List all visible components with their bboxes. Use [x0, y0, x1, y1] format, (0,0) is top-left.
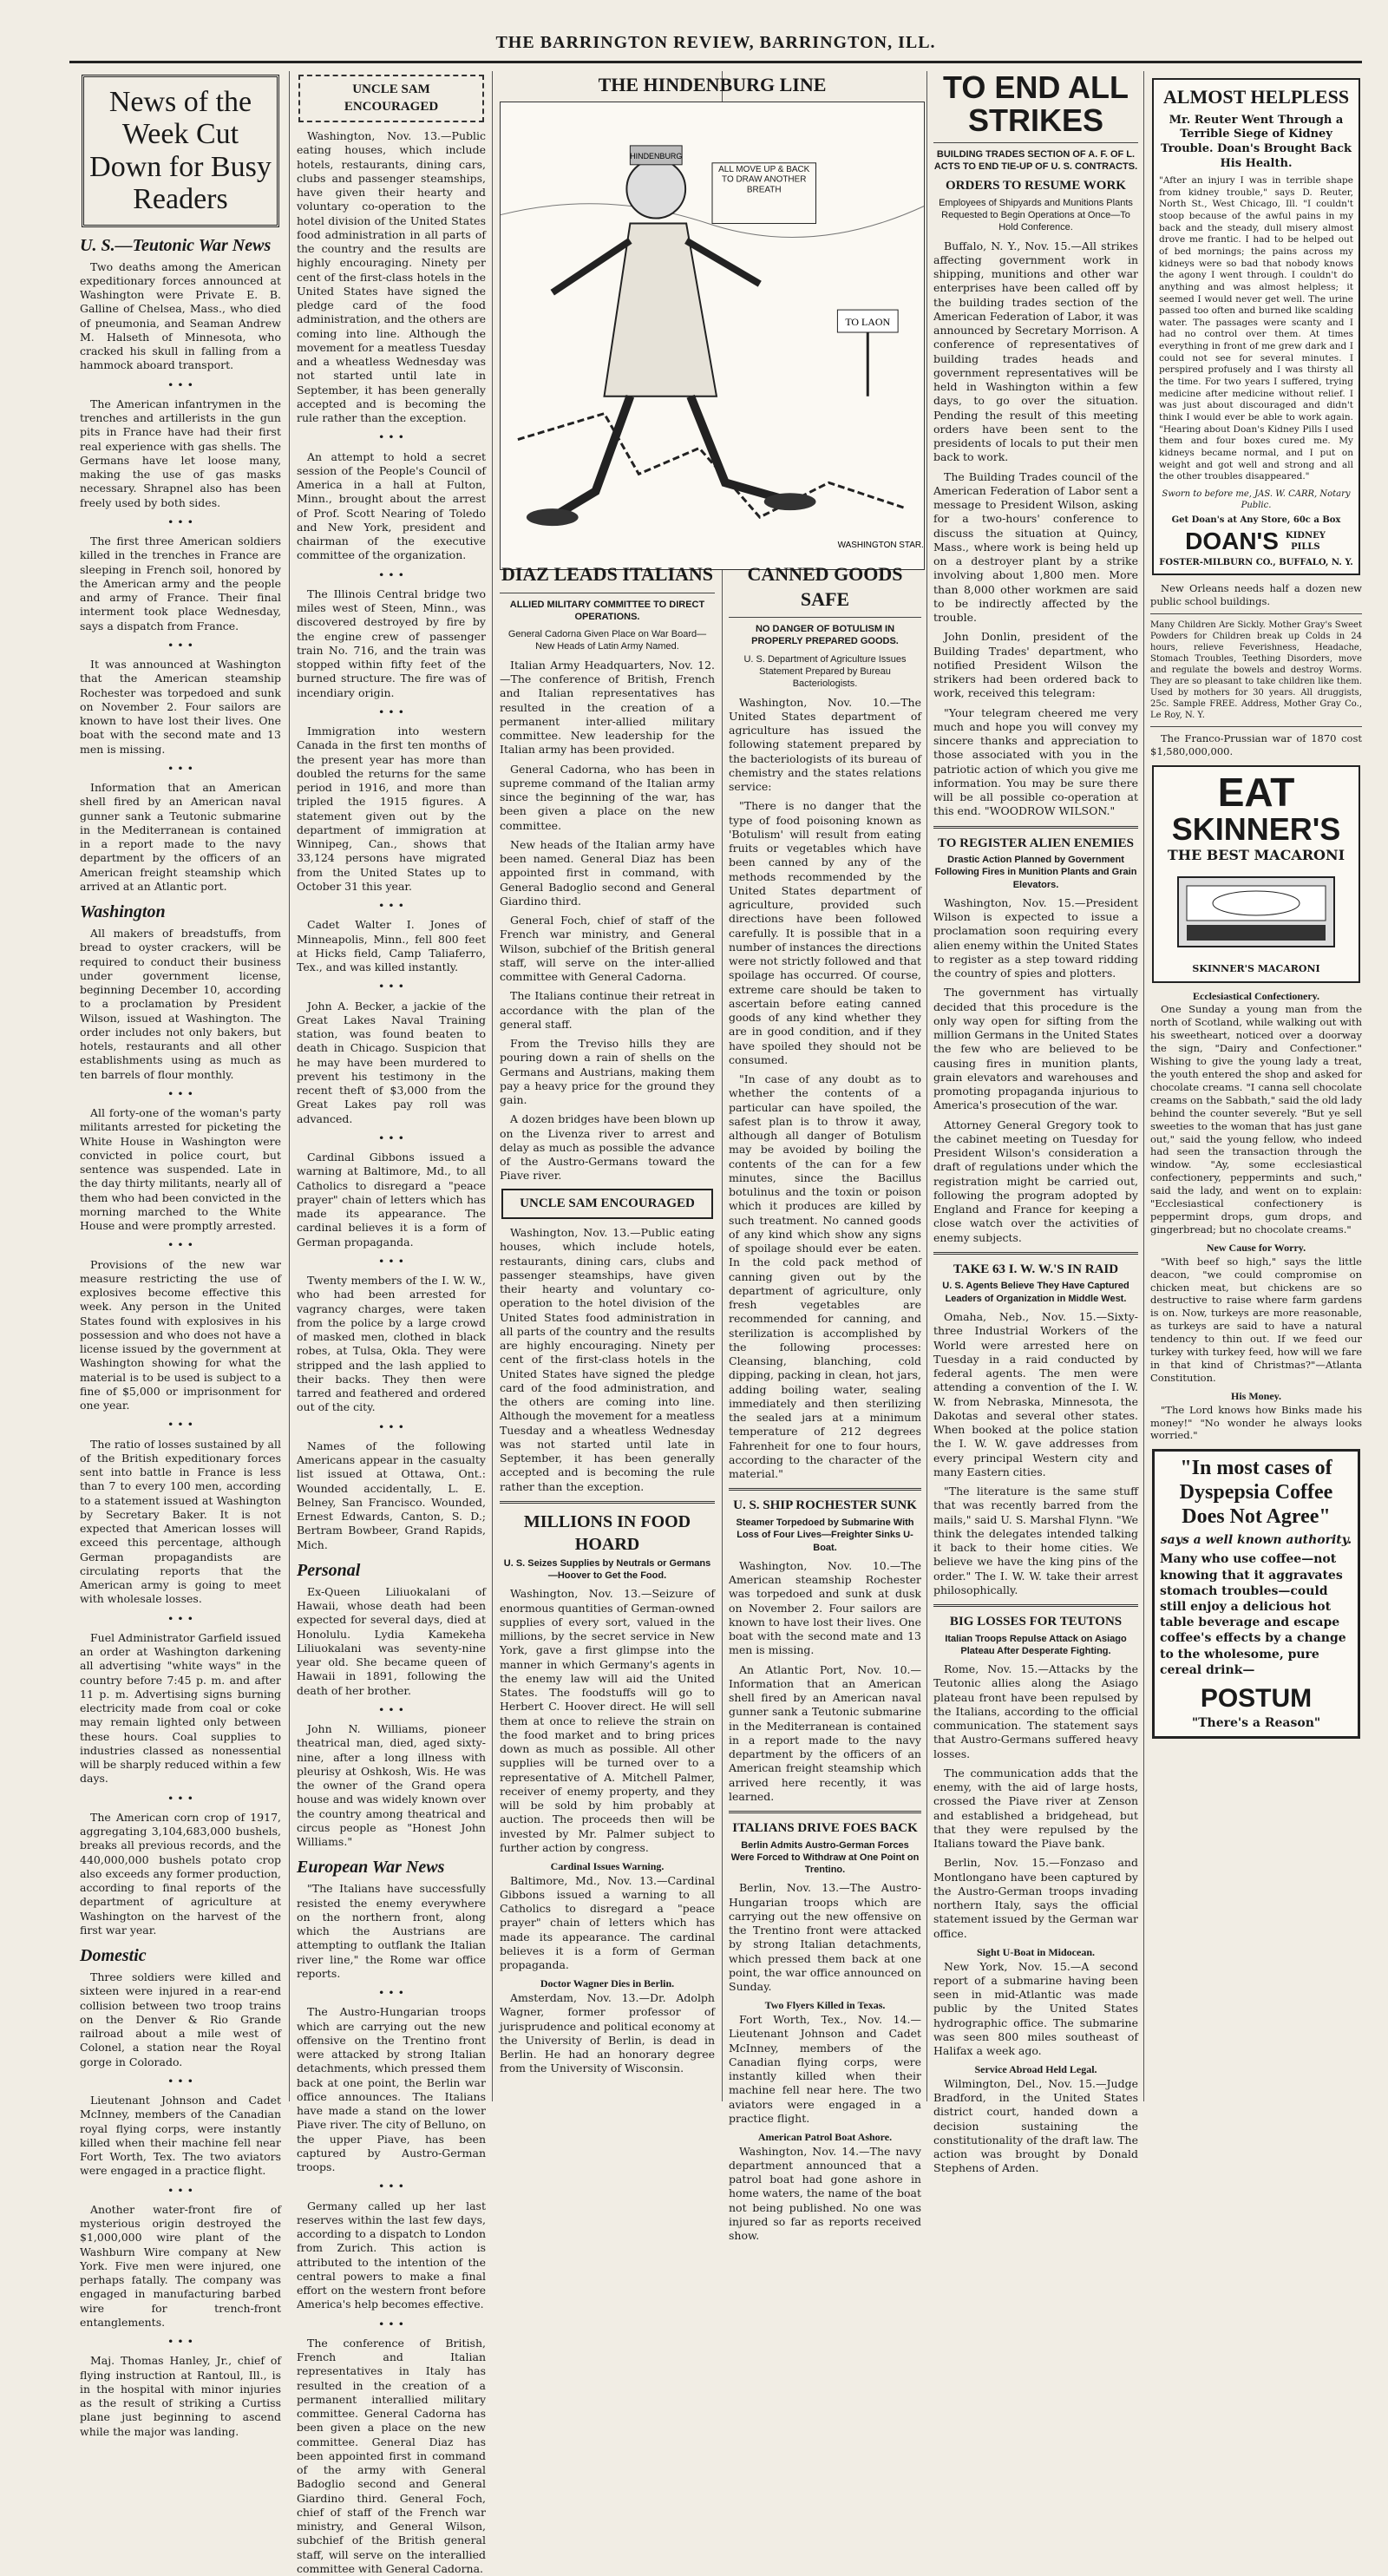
article-paragraph: John N. Williams, pioneer theatrical man, died, aged sixty-nine, after a long illness with pleurisy at Oshkosh, Wis. He was the owner of the Grand opera house and was widely known over the country among theatrical and circus people as "Honest John Williams.": [297, 1722, 486, 1848]
ad-maker: FOSTER-MILBURN CO., BUFFALO, N. Y.: [1159, 558, 1353, 568]
ad-brand: DOAN'S: [1185, 527, 1279, 554]
headline-italians-drive: ITALIANS DRIVE FOES BACK: [732, 1821, 918, 1836]
headline-small: Two Flyers Killed in Texas.: [764, 1999, 886, 2012]
headline-small: Sight U-Boat in Midocean.: [976, 1945, 1095, 1958]
headline-small: Doctor Wagner Dies in Berlin.: [540, 1977, 675, 1990]
column-rule: [289, 71, 290, 2101]
rule: [500, 1501, 715, 1504]
article-paragraph: The Austro-Hungarian troops which are carrying out the new offensive on the Trentino front were attacked by strong Italian detachments, which pressed them back at one point, the Berlin war office announces. The Italians have made a stand on the lower Piave river. The city of Belluno, on the upper Piave, has been captured by Austro-German troops.: [297, 2005, 486, 2173]
rule: [933, 1604, 1138, 1607]
article-paragraph: The government has virtually decided that this procedure is the only way open for sifting from the million Germans in the United States the few who are believed to be causing fires in munition plants, grain elevators and warehouses and promoting propaganda injurious to America's prosecution of the war.: [933, 986, 1138, 1112]
article-paragraph: New heads of the Italian army have been named. General Diaz has been appointed first in command, with General Badoglio second and General Giardino third.: [500, 837, 715, 908]
column-5: [933, 69, 1138, 2175]
article-paragraph: Names of the following Americans appear in the casualty list issued at Ottawa, Ont.: Wounded accidentally, L. E. Belney, San Francisco. Wounded, Ernest Edwards, Canton, S. D.; Bertram Bowbeer, Grand Rapids, Mich.: [297, 1439, 486, 1551]
article-paragraph: Maj. Thomas Hanley, Jr., chief of flying instruction at Rantoul, Ill., is in the hospital with minor injuries as the result of striking a Curtiss plane just beginning to ascend while the major was landing.: [80, 2354, 281, 2438]
article-paragraph: Washington, Nov. 13.—Seizure of enormous quantities of German-owned supplies of every sort, valued in the millions, by the secret service in New York, gave a first glimpse into the manner in which Germany's agents in the enemy law will aid the United States. The foodstuffs will go to Herbert C. Hoover direct. He will sell them at once to relieve the strain on the food market and to bring prices down as much as possible. All other supplies will be turned over to a representative of A. Mitchell Palmer, receiver of enemy property, and they will be sold by him probably at auction. The proceeds then will be invested by Mr. Palmer subject to further action by congress.: [500, 1587, 715, 1854]
article-paragraph: Cadet Walter I. Jones of Minneapolis, Minn., fell 800 feet at Hicks field, Camp Taliaferro, Tex., and was killed instantly.: [297, 918, 486, 973]
article-paragraph: The ratio of losses sustained by all of the British expeditionary forces sent into battle in France is less than 7 to every 100 men, according to a statement issued at Washington by Secretary Baker. It is not expected that American losses will exceed this percentage, although German propagandists are circulating reports that the American army is going to meet with wholesale losses.: [80, 1437, 281, 1606]
article-paragraph: All forty-one of the woman's party militants arrested for picketing the White House in Washington were convicted in police court, but sentence was suspended. Late in the day thirty militants, nearly all of them who had been convicted in the morning marched to the White House and were promptly arrested.: [80, 1106, 281, 1233]
headline: UNCLE SAM ENCOURAGED: [344, 82, 439, 114]
article-paragraph: An Atlantic Port, Nov. 10.—Information that an American shell fired by an American naval gunner sank a Teutonic submarine in the Mediterranean is contained in a report made to the navy department by the officers of an American freight steamship which arrived here recently, it was learned.: [729, 1662, 921, 1803]
hindenburg-cartoon: [500, 102, 925, 570]
section-heading-european: European War News: [297, 1858, 445, 1878]
article-paragraph: Washington, Nov. 13.—Public eating houses, which include hotels, restaurants, dining cars, clubs and passenger steamships, have given their hearty and voluntary co-operation to the hotel division of the United States food administration in all parts of the country and the results are highly encouraging. Ninety per cent of the first-class hotels in the United States have signed the pledge card of the food administration, and the others are coming into line. Although the movement for a meatless Tuesday and a wheatless Wednesday was not started until late in September, it has been generally accepted and is becoming the rule rather than the exception.: [500, 1226, 715, 1493]
subhead: U. S. Seizes Supplies by Neutrals or Germans—Hoover to Get the Food.: [503, 1557, 711, 1582]
headline: UNCLE SAM ENCOURAGED: [520, 1196, 695, 1210]
article-paragraph: Cardinal Gibbons issued a warning at Baltimore, Md., to all Catholics to disregard a "peace prayer" chain of letters which has made its appearance. The cardinal believes it is a form of German propaganda.: [297, 1150, 486, 1249]
article-paragraph: General Foch, chief of staff of the French war ministry, and General Wilson, subchief of the British general staff, will serve on the inter-allied committee with General Cadorna.: [500, 914, 715, 984]
article-paragraph: John A. Becker, a jackie of the Great Lakes Naval Training station, was found beaten to death in Chicago. Suspicion that he may have been murdered to prevent his testimony in the recent theft of $3,000 from the Great Lakes pay roll was advanced.: [297, 999, 486, 1125]
headline-small: Service Abroad Held Legal.: [974, 2063, 1097, 2076]
article-paragraph: Immigration into western Canada in the first ten months of the present year has more than doubled the returns for the same period in 1916, and more than tripled the 1915 figures. A statement given out by the department of immigration at Winnipeg, Can., shows that 33,124 persons have migrated from the United States up to October 31 this year.: [297, 724, 486, 893]
headline-food-hoard: MILLIONS IN FOOD HOARD: [523, 1511, 691, 1554]
article-paragraph: "The literature is the same stuff that was recently barred from the mails," said U. S. Marshal Flynn. "We think the delegates intended talking it back to their home cities. We believe we have the king pins of the order." The I. W. W. take their arrest philosophically.: [933, 1485, 1138, 1596]
article-paragraph: From the Treviso hills they are pouring down a rain of shells on the Germans and Austrians, making them pay a heavy price for the ground they gain.: [500, 1037, 715, 1107]
column-3: [500, 562, 715, 2101]
subhead: General Cadorna Given Place on War Board—New Heads of Latin Army Named.: [507, 629, 707, 652]
column-2: [297, 71, 486, 2575]
ad-brand-row: [1159, 526, 1353, 557]
separator-dots: • • •: [167, 377, 194, 391]
article-paragraph: Italian Army Headquarters, Nov. 12.—The conference of British, French and Italian representatives has resulted in the creation of a permanent inter-allied military committee. New leadership for the Italian army has been provided.: [500, 658, 715, 757]
separator-dots: • • •: [377, 430, 405, 444]
subhead: ALLIED MILITARY COMMITTEE TO DIRECT OPERATIONS.: [509, 599, 705, 622]
postum-ad: [1152, 1449, 1360, 1739]
rule: [933, 142, 1138, 143]
ad-body: Many who use coffee—not knowing that it aggravates stomach troubles—could still enjoy a delicious hot table beverage and escape coffee's effects by a change to the wholesome, pure cereal drink—: [1160, 1552, 1346, 1677]
section-heading-personal: Personal: [297, 1560, 361, 1580]
article-paragraph: Omaha, Neb., Nov. 15.—Sixty-three Industrial Workers of the World were arrested here on Tuesday in a raid conducted by federal agents. The men were attending a convention of the I. W. W. from Nebraska, Minnesota, the Dakotas and several other states. When booked at the police station the I. W. W. gave addresses from every principal Western city and many Eastern cities.: [933, 1310, 1138, 1478]
article-paragraph: Fuel Administrator Garfield issued an order at Washington darkening all advertising "white ways" in the country before 7:45 p. m. and after 11 p. m. Advertising signs burning electricity made from coal or coke may remain lighted only between these hours. Coal supplies to industries classed as nonessential will be sharply reduced within a few days.: [80, 1630, 281, 1786]
article-paragraph: "In case of any doubt as to whether the contents of a particular can have spoiled, the safest plan is to throw it away, although all danger of Botulism may be avoided by boiling the contents of the can for a few minutes, since the Bacillus botulinus and the toxin or poison which it produces are killed by such treatment. No canned goods of any kind which show any signs of spoilage should ever be eaten. In the cold pack method of canning given out by the department of agriculture, only fresh vegetables are recommended for canning, and sterilization is accomplished by the following processes: Cleansing, blanching, cold dipping, packing in clean, hot jars, adding boiling water, sealing immediately and then sterilizing the sealed jars at a minimum temperature of 212 degrees Fahrenheit for one to four hours, according to the character of the material.": [729, 1072, 921, 1481]
cartoon-sign-text: TO LAON: [845, 315, 891, 328]
ad-headline: ALMOST HELPLESS: [1162, 86, 1350, 108]
article-paragraph: The Franco-Prussian war of 1870 cost $1,580,000,000.: [1150, 732, 1362, 758]
separator-dots: • • •: [167, 515, 194, 528]
cartoon-helmet-label: HINDENBURG: [630, 151, 683, 161]
article-paragraph: Another water-front fire of mysterious origin destroyed the $1,000,000 wire plant of the Washburn Wire company at New York. Five men were injured, one perhaps fatally. The company was engaged in manufacturing barbed wire for trench-front entanglements.: [80, 2202, 281, 2329]
headline-box: [501, 1189, 713, 1220]
article-paragraph: The American infantrymen in the trenches and artillerists in the gun pits in France have had their first real experience with gas shells. The Germans have let loose many, making the use of gas masks necessary. Shrapnel also has been freely used by both sides.: [80, 397, 281, 509]
separator-dots: • • •: [167, 2074, 194, 2088]
rule: [729, 617, 921, 618]
separator-dots: • • •: [377, 899, 405, 912]
ad-brand: POSTUM: [1200, 1683, 1313, 1713]
headline-small: His Money.: [1230, 1390, 1281, 1403]
headline-box: [298, 75, 484, 122]
subhead: U. S. Department of Agriculture Issues Statement Prepared by Bureau Bacteriologists.: [743, 653, 907, 690]
article-paragraph: Ex-Queen Liliuokalani of Hawaii, whose death had been expected for several days, died at Honolulu. Lydia Kamekeha Liliuokalani was seventy-nine year old. She became queen of Hawaii in 1891, following the death of her brother.: [297, 1584, 486, 1697]
subhead: Drastic Action Planned by Government Following Fires in Munition Plants and Grain Elevators.: [934, 855, 1137, 890]
macaroni-box-illustration: [1169, 864, 1343, 960]
separator-dots: • • •: [377, 1131, 405, 1144]
article-paragraph: Provisions of the new war measure restricting the use of explosives become effective this week. Any person in the United States found with explosives in his possession and who does not have a license issued by the government at Washington showing for what the material is to be used is subject to a fine of $5,000 or imprisonment for one year.: [80, 1257, 281, 1413]
article-paragraph: Rome, Nov. 15.—Attacks by the Teutonic allies along the Asiago plateau front have been repulsed by the Italians, according to the official communication. The statement says that Austro-Germans suffered heavy losses.: [933, 1662, 1138, 1760]
rule: [933, 1252, 1138, 1255]
article-paragraph: Twenty members of the I. W. W., who had been arrested for vagrancy charges, were taken from the police by a large crowd of masked men, clothed in black robes, at Tulsa, Okla. They were stripped and the lash applied to their backs. They then were tarred and feathered and ordered out of the city.: [297, 1274, 486, 1414]
ad-brand: SKINNER'S: [1171, 810, 1341, 847]
headline-small: Ecclesiastical Confectionery.: [1193, 989, 1319, 1002]
article-paragraph: The Building Trades council of the American Federation of Labor sent a message to President Wilson, asking for a two-hours' conference to discuss the situation at Quincy, Mass., where work is being held up on a destroyer plant by a strike involving about 1,800 men. More than 8,000 other workmen are said to be indirectly affected by the trouble.: [933, 469, 1138, 625]
section-heading-us-teutonic: U. S.—Teutonic War News: [80, 235, 272, 255]
article-paragraph: Berlin, Nov. 15.—Fonzaso and Montlongano have been captured by the Austro-German troops invading northern Italy, says the official statement issued by the German war office.: [933, 1856, 1138, 1940]
article-paragraph: One Sunday a young man from the north of Scotland, while walking out with his sweetheart, noticed over a doorway the sign, "Dairy and Confectioner." Wishing to give the young lady a treat, the youth entered the shop and asked for chocolate creams. "I canna sell chocolate creams on the Sabbath," said the old lady behind the counter severely. "But ye sell sweeties to the woman that has just gane out," said the young fellow, who indeed had seen the transaction through the window. "Ay, some ecclesiastical confectionery, peppermints and such," said the lady, and went on to explain: "Ecclesiastical confectionery is peppermint drops, gum drops, and gingerbread; but no chocolate creams.": [1150, 1003, 1362, 1236]
ad-price: Get Doan's at Any Store, 60c a Box: [1171, 515, 1341, 525]
rule: [1150, 726, 1362, 727]
subhead: Berlin Admits Austro-German Forces Were Forced to Withdraw at One Point on Trentino.: [730, 1839, 920, 1876]
article-paragraph: The Illinois Central bridge two miles west of Steen, Minn., was discovered destroyed by fire by the engine crew of passenger train No. 716, and the train was stopped within fifty feet of the burned structure. The fire was of incendiary origin.: [297, 587, 486, 699]
doans-ad: [1152, 78, 1360, 575]
article-paragraph: General Cadorna, who has been in supreme command of the Italian army since the beginning of the war, has been given a place on the new committee.: [500, 762, 715, 832]
column-rule: [492, 71, 493, 2101]
column-rule: [926, 71, 927, 2101]
headline-alien-enemies: TO REGISTER ALIEN ENEMIES: [937, 836, 1135, 850]
separator-dots: • • •: [377, 1702, 405, 1716]
separator-dots: • • •: [167, 1418, 194, 1432]
separator-dots: • • •: [377, 567, 405, 581]
article-paragraph: The first three American soldiers killed in the trenches in France are sleeping in French soil, honored by the American army and the people and army of France. Their final interment took place Wednesday, says a dispatch from France.: [80, 534, 281, 633]
section-heading-domestic: Domestic: [80, 1946, 147, 1966]
column-6: [1150, 71, 1362, 2101]
rule: [933, 826, 1138, 829]
headline-small: Cardinal Issues Warning.: [550, 1860, 665, 1873]
separator-dots: • • •: [167, 1086, 194, 1100]
separator-dots: • • •: [167, 1238, 194, 1252]
rule: [729, 1488, 921, 1491]
ad-quote: "In most cases of Dyspepsia Coffee Does Not Agree": [1179, 1457, 1333, 1528]
headline-small: New Cause for Worry.: [1206, 1242, 1306, 1255]
headline-canned-goods: CANNED GOODS SAFE: [747, 563, 903, 610]
article-paragraph: "The Italians have successfully resisted the enemy everywhere on the northern front, along which the Austrians are attempting to outflank the Italian river line," the Rome war office reports.: [297, 1882, 486, 1980]
separator-dots: • • •: [377, 1419, 405, 1433]
ad-says: says a well known authority.: [1160, 1533, 1352, 1548]
article-paragraph: Washington, Nov. 13.—Public eating houses, which include hotels, restaurants, dining cars, clubs and passenger steamships, have given their hearty and voluntary co-operation to the hotel division of the United States food administration in all parts of the country and the results are highly encouraging. Ninety per cent of the first-class hotels in the United States have signed the pledge card of the food administration, and the others are coming into line. Although the movement for a meatless Tuesday and a wheatless Wednesday was not started until late in September, it has been generally accepted and is becoming the rule rather than the exception.: [297, 129, 486, 424]
separator-dots: • • •: [377, 705, 405, 718]
article-paragraph: A dozen bridges have been blown up on the Livenza river to arrest and delay as much as possible the advance of the Austro-Germans toward the Piave river.: [500, 1112, 715, 1183]
separator-dots: • • •: [167, 1611, 194, 1625]
subhead: U. S. Agents Believe They Have Captured Leaders of Organization in Middle West.: [942, 1281, 1129, 1304]
headline-teuton-losses: BIG LOSSES FOR TEUTONS: [949, 1615, 1123, 1629]
article-paragraph: New York, Nov. 15.—A second report of a submarine having been seen in mid-Atlantic was made public by the United States hydrographic office. The submarine was seen 800 miles southeast of Halifax a week ago.: [933, 1959, 1138, 2057]
article-paragraph: Washington, Nov. 10.—The United States department of agriculture has issued the following statement prepared by the bacteriologists of its bureau of chemistry and the states relations service:: [729, 695, 921, 794]
separator-dots: • • •: [377, 2179, 405, 2193]
separator-dots: • • •: [167, 638, 194, 652]
article-paragraph: Washington, Nov. 15.—President Wilson is expected to issue a proclamation soon requiring every alien enemy within the United States to register as a step toward ridding the country of spies and plotters.: [933, 895, 1138, 980]
article-paragraph: "Your telegram cheered me very much and hope you will convey my sincere thanks and appreciation to those associated with you in the patriotic action of which you give me information. You may be sure there will be all possible co-operation at this end. "WOODROW WILSON.": [933, 705, 1138, 818]
cartoon-title: THE HINDENBURG LINE: [598, 74, 827, 95]
ad-subhead: Mr. Reuter Went Through a Terrible Siege of Kidney Trouble. Doan's Brought Back His Health.: [1160, 113, 1352, 171]
article-paragraph: All makers of breadstuffs, from bread to oyster crackers, will be required to conduct their business under government license, beginning December 10, according to a proclamation by President Wilson, issued at Washington. The order includes not only bakers, but hotels, restaurants and all other establishments using as much as ten barrels of flour monthly.: [80, 927, 281, 1081]
separator-dots: • • •: [167, 2183, 194, 2197]
article-paragraph: "With beef so high," says the little deacon, "we could compromise on chicken meat, but chickens are so destructive to raise where farm gardens is on. Now, turkeys are more reasonable, as turkeys are said to have a natural tendency to thin out. If we feed our turkey with turkey feed, how will we fare in that kind of Christmas?"—Atlanta Constitution.: [1150, 1255, 1362, 1385]
article-paragraph: Information that an American shell fired by an American naval gunner sank a Teutonic submarine in the Mediterranean is contained in a report made to the navy department by the officers of an American freight steamship which arrived at an Atlantic port.: [80, 781, 281, 893]
separator-dots: • • •: [377, 1254, 405, 1268]
mother-gray-ad: Many Children Are Sickly. Mother Gray's Sweet Powders for Children break up Colds in 24 hours, relieve Feverishness, Headache, Stomach Troubles, Teething Disorders, move and regulate the bowels and destroy Worms. They are so pleasant to take children like them. Used by mothers for 30 years. All druggists, 25c. Sample FREE. Address, Mother Gray Co., Le Roy, N. Y.: [1150, 620, 1362, 721]
separator-dots: • • •: [167, 1791, 194, 1805]
article-paragraph: Wilmington, Del., Nov. 15.—Judge Bradford, in the United States district court, handed down a decision sustaining the constitutionality of the draft law. The action was brought by Donald Stephens of Arden.: [933, 2076, 1138, 2175]
article-paragraph: The conference of British, French and Italian representatives in Italy has resulted in the creation of a permanent interallied military committee. General Cadorna has been given a place on the new committee. General Diaz has been appointed first in command of the army with General Badoglio second and General Giardino third. General Foch, chief of staff of the French war ministry, and General Wilson, subchief of the British general staff, will serve on the interallied committee with General Cadorna.: [297, 2336, 486, 2575]
headline-rochester: U. S. SHIP ROCHESTER SUNK: [733, 1498, 917, 1513]
article-paragraph: John Donlin, president of the Building Trades' department, who notified President Wilson the strikers had been ordered back to work, received this telegram:: [933, 630, 1138, 700]
article-paragraph: Attorney General Gregory took to the cabinet meeting on Tuesday for President Wilson's consideration a draft of regulations under which the registration might be carried out, following the program adopted by England and France for keeping a close watch over the activities of enemy subjects.: [933, 1118, 1138, 1244]
cartoon-area: [500, 71, 925, 557]
skinners-ad: [1152, 765, 1360, 983]
ad-tagline: THE BEST MACARONI: [1167, 846, 1345, 863]
rule: [1150, 613, 1362, 614]
ad-reason: "There's a Reason": [1191, 1715, 1321, 1730]
article-paragraph: The American corn crop of 1917, aggregating 3,104,683,000 bushels, breaks all previous records, and the 440,000,000 bushels potato crop also exceeds any former production, according to final reports of the department of agriculture at Washington on the harvest of the first war year.: [80, 1810, 281, 1937]
column-4: [729, 562, 921, 2243]
headline-small: American Patrol Boat Ashore.: [757, 2131, 893, 2144]
article-paragraph: Two deaths among the American expeditionary forces announced at Washington were Private E. B. Galline of Chelsea, Mass., who died of pneumonia, and Seaman Andrew M. Halseth of Minnesota, who cracked his skull in falling from a hammock aboard transport.: [80, 259, 281, 372]
article-paragraph: Berlin, Nov. 13.—The Austro-Hungarian troops which are carrying out the new offensive on the Trentino front were attacked by strong Italian detachments, which pressed them back at one point, the war office announced on Sunday.: [729, 1881, 921, 1994]
column-1: [80, 71, 281, 2438]
article-paragraph: Washington, Nov. 14.—The navy department announced that a patrol boat had gone ashore in home waters, the name of the boat not being published. No one was injured so far as reports received show.: [729, 2144, 921, 2243]
article-paragraph: "There is no danger that the type of food poisoning known as 'Botulism' will result from eating fruits or vegetables which have been canned by any of the methods recommended by the United States department of agriculture, provided such directions have been followed carefully. It is possible that in a number of instances the directions were not strictly followed and that spoilage has occurred. Of course, extreme care should be taken to ascertain before eating canned goods of any kind whether they are in good condition, and if they have spoiled they should not be consumed.: [729, 799, 921, 1066]
article-paragraph: Washington, Nov. 10.—The American steamship Rochester was torpedoed and sunk at dusk on November 2. Four sailors are known to have lost their lives. One boat with the second mate and 13 men is missing.: [729, 1558, 921, 1657]
separator-dots: • • •: [377, 2317, 405, 2330]
column-rule: [1143, 71, 1144, 2101]
ad-eat: EAT: [1217, 769, 1295, 815]
subhead: Italian Troops Repulse Attack on Asiago Plateau After Desperate Fighting.: [945, 1633, 1127, 1656]
separator-dots: • • •: [377, 1986, 405, 1999]
ad-signature: Sworn to before me, JAS. W. CARR, Notary Public.: [1162, 488, 1351, 510]
ad-box-label: SKINNER'S MACARONI: [1192, 963, 1320, 975]
masthead-rule: [69, 61, 1362, 63]
separator-dots: • • •: [377, 980, 405, 993]
article-paragraph: "The Lord knows how Binks made his money!" "No wonder he always looks worried.": [1150, 1403, 1362, 1442]
separator-dots: • • •: [167, 761, 194, 775]
masthead: THE BARRINGTON REVIEW, BARRINGTON, ILL.: [495, 32, 936, 52]
news-title-box: [82, 75, 279, 227]
article-paragraph: It was announced at Washington that the American steamship Rochester was torpedoed and sunk on November 2. Four sailors are known to have lost their lives. One boat with the second mate and 13 men is missing.: [80, 658, 281, 756]
headline-diaz: DIAZ LEADS ITALIANS: [501, 563, 714, 585]
article-paragraph: The communication adds that the enemy, with the aid of large hosts, crossed the Piave river at Zenson and established a bridgehead, but that they were repulsed by the Italians toward the Piave bank.: [933, 1766, 1138, 1851]
article-paragraph: Baltimore, Md., Nov. 13.—Cardinal Gibbons issued a warning to all Catholics to disregard a "peace prayer" chain of letters which has made its appearance. The cardinal believes it is a form of German propaganda.: [500, 1873, 715, 1972]
headline-end-strikes: TO END ALL STRIKES: [943, 69, 1129, 138]
ad-body: "After an injury I was in terrible shape from kidney trouble," says D. Reuter, North St., West Chicago, Ill. "I couldn't stoop because of the awful pains in my back and the steady, dull misery almost drove me frantic. I had to be helped out of bed mornings; the pains across my kidneys were so bad that nobody knows the agony I went through. I couldn't do anything and was almost helpless; it seemed I would never get well. The urine passed too often and burned like scalding water. The passages were scanty and I had no control over them. At times everything in front of me grew dark and I could not see for several minutes. I perspired profusely and I was thirsty all the time. For two years I suffered, trying medicine after medicine without relief. I was just about discouraged and didn't think I would ever be able to work again. "Hearing about Doan's Kidney Pills I used them and four boxes cured me. My kidneys became normal, and I put on weight and got well and strong and all the other troubles disappeared.": [1159, 175, 1353, 482]
article-paragraph: The Italians continue their retreat in accordance with the plan of the general staff.: [500, 989, 715, 1031]
subhead: Employees of Shipyards and Munitions Plants Requested to Begin Operations at Once—To Hold Conference.: [939, 197, 1133, 233]
cartoon-credit: WASHINGTON STAR.: [837, 540, 924, 550]
subhead: BUILDING TRADES SECTION OF A. F. OF L. ACTS TO END TIE-UP OF U. S. CONTRACTS.: [933, 148, 1138, 172]
rule: [729, 1811, 921, 1813]
subhead-resume-work: ORDERS TO RESUME WORK: [946, 179, 1126, 193]
article-paragraph: Three soldiers were killed and sixteen were injured in a rear-end collision between two troop trains on the Denver & Rio Grande railroad about a mile west of Colonel, a station near the Royal gorge in Colorado.: [80, 1970, 281, 2068]
news-title: News of the Week Cut Down for Busy Readers: [89, 86, 272, 216]
ad-brand-sub: KIDNEY PILLS: [1285, 531, 1326, 552]
headline-iww-raid: TAKE 63 I. W. W.'S IN RAID: [953, 1262, 1119, 1276]
article-paragraph: New Orleans needs half a dozen new public school buildings.: [1150, 582, 1362, 608]
article-paragraph: An attempt to hold a secret session of the People's Council of America in a hall at Fulton, Minn., brought about the arrest of Prof. Scott Nearing of Toledo and New York, president and chairman of the executive committee of the organization.: [297, 449, 486, 562]
separator-dots: • • •: [167, 2335, 194, 2349]
section-heading-washington: Washington: [80, 902, 166, 922]
subhead: NO DANGER OF BOTULISM IN PROPERLY PREPARED GOODS.: [751, 624, 899, 647]
cartoon-caption-bubble: ALL MOVE UP & BACK TO DRAW ANOTHER BREATH: [718, 164, 810, 195]
article-paragraph: Fort Worth, Tex., Nov. 14.—Lieutenant Johnson and Cadet McInney, members of the Canadian flying corps, were instantly killed when their machine fell near here. The two aviators were engaged in a practice flight.: [729, 2013, 921, 2125]
article-paragraph: Lieutenant Johnson and Cadet McInney, members of the Canadian royal flying corps, were instantly killed when their machine fell near Fort Worth, Tex. The two aviators were engaged in a practice flight.: [80, 2094, 281, 2178]
article-paragraph: Germany called up her last reserves within the last few days, according to a dispatch to London from Zurich. This action is attributed to the intention of the central powers to make a final effort on the western front before America's help becomes effective.: [297, 2199, 486, 2311]
subhead: Steamer Torpedoed by Submarine With Loss of Four Lives—Freighter Sinks U-Boat.: [736, 1517, 914, 1553]
article-paragraph: Amsterdam, Nov. 13.—Dr. Adolph Wagner, former professor of jurisprudence and political economy at the University of Berlin, is dead in Berlin. He had an honorary degree from the University of Wisconsin.: [500, 1991, 715, 2075]
article-paragraph: Buffalo, N. Y., Nov. 15.—All strikes affecting government work in shipping, munitions and other war enterprises have been called off by the building trades section of the American Federation of Labor, it was announced by Secretary Morrison. A conference of representatives of building trades heads and government representatives will be held in Washington within a few days, to go over the situation. Pending the result of this meeting orders have been sent to the presidents of locals to put their men back to work.: [933, 239, 1138, 464]
